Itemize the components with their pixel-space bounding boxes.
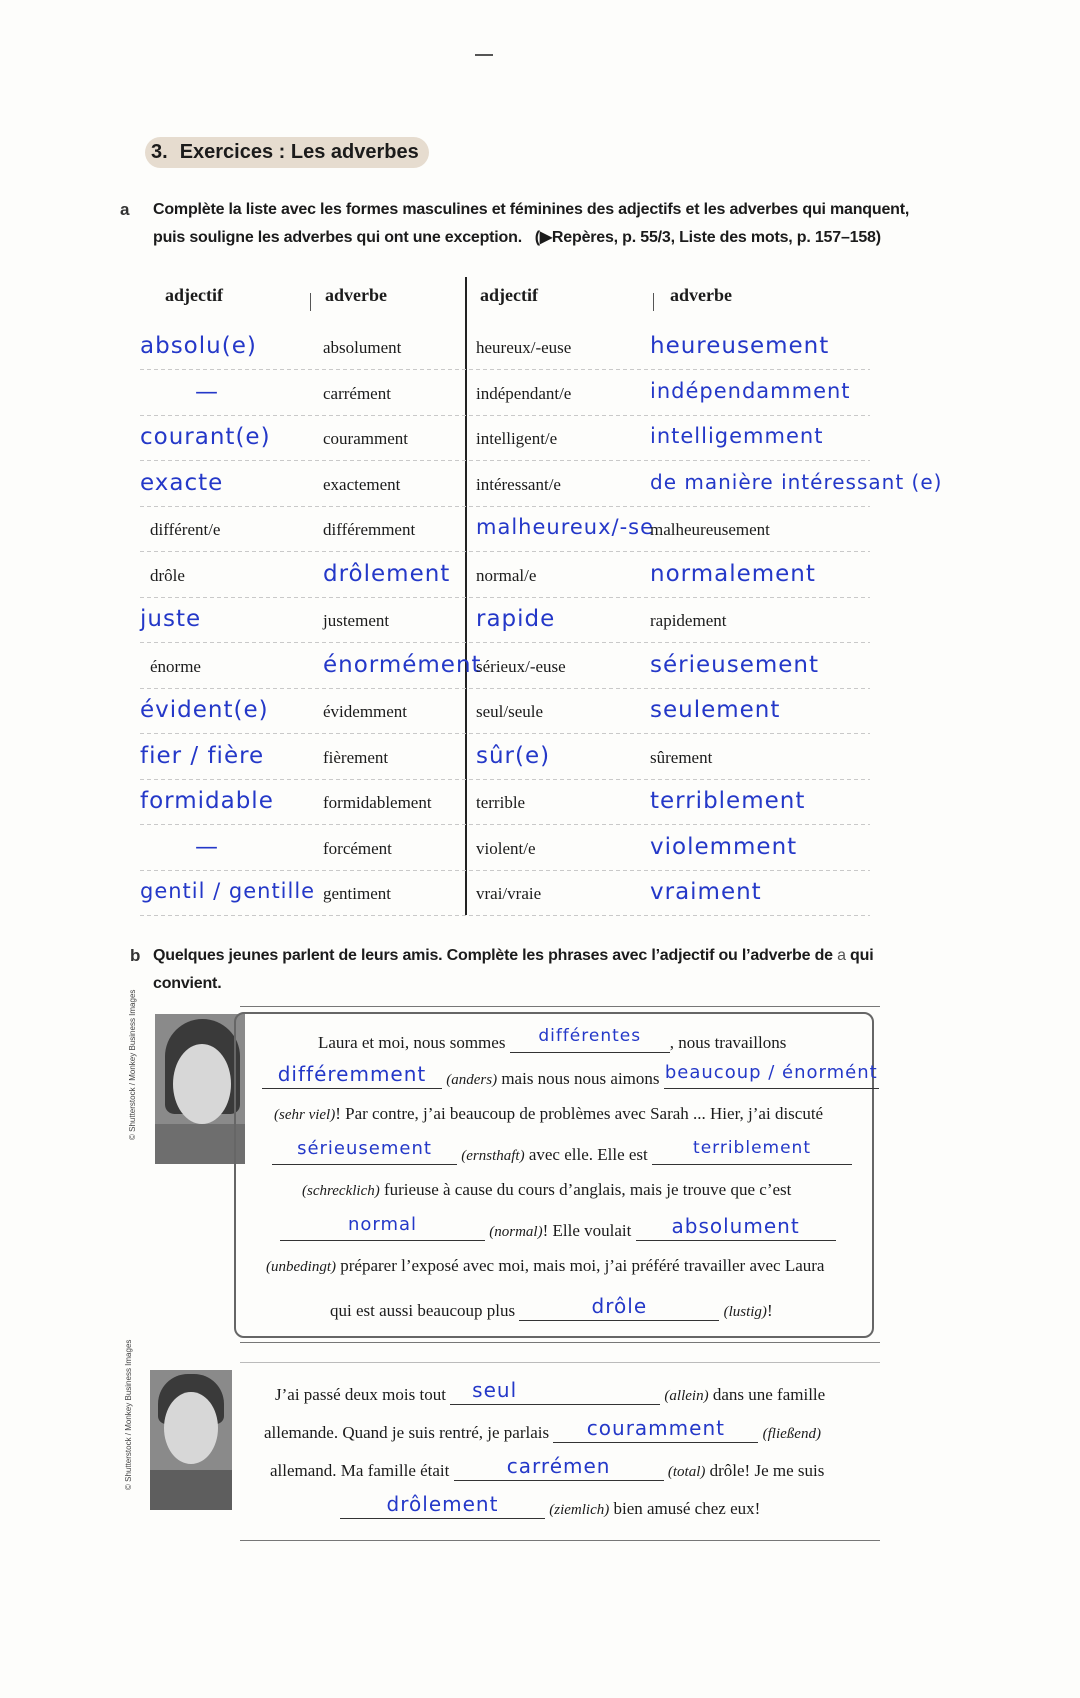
hint-text: (normal) (489, 1224, 543, 1240)
header-adjectif-2: adjectif (480, 285, 538, 305)
row-divider (140, 915, 870, 916)
part-b-letter: b (130, 946, 141, 965)
hint-text: (allein) (664, 1388, 709, 1404)
blank-6[interactable] (280, 1214, 485, 1241)
row-divider (140, 506, 870, 507)
answer-text: carrémen (506, 1454, 611, 1478)
answer-text: drôle (591, 1294, 648, 1318)
hint-text: (fließend) (762, 1426, 821, 1442)
page-mark (475, 54, 493, 56)
row-divider (140, 733, 870, 734)
girl-photo (155, 1014, 245, 1164)
boy-photo (150, 1370, 232, 1510)
cell-adv2-handwritten[interactable]: seulement (650, 697, 781, 723)
cell-adj2: violent/e (476, 838, 536, 858)
answer-text: sérieusement (297, 1138, 432, 1159)
photo-credit-2: © Shutterstock / Monkey Business Images (124, 1339, 133, 1490)
answer-text: différemment (277, 1062, 427, 1086)
blank-4[interactable] (272, 1138, 457, 1165)
p1-text: ! Par contre, j’ai beaucoup de problèmes avec Sarah ... Hier, j’ai discuté (335, 1104, 824, 1123)
cell-adj1-handwritten[interactable]: — (195, 833, 219, 860)
part-a-reference: (▶Repères, p. 55/3, Liste des mots, p. 157–158) (534, 229, 881, 246)
p1-line2 (262, 1062, 879, 1089)
part-b-instruction-text: Quelques jeunes parlent de leurs amis. Complète les phrases avec l’adjectif ou l’adverbe de (153, 947, 833, 964)
separator-bottom (240, 1540, 880, 1541)
p1-line3 (274, 1104, 823, 1124)
cell-adv1: évidemment (323, 702, 408, 721)
row-divider (140, 824, 870, 825)
p2-text: J’ai passé deux mois tout (275, 1385, 446, 1404)
answer-text: absolument (671, 1214, 800, 1238)
p1-text: avec elle. Elle est (528, 1145, 648, 1164)
cell-adj1-handwritten[interactable]: absolu(e) (140, 333, 257, 359)
cell-adv1: absolument (323, 338, 402, 357)
cell-adv2-handwritten[interactable]: terriblement (650, 788, 806, 814)
answer-text: drôlement (386, 1492, 499, 1516)
p1-text: ! (766, 1301, 773, 1320)
p1-text: furieuse à cause du cours d’anglais, mais je trouve que c’est (383, 1180, 792, 1199)
cell-adv2: rapidement (650, 611, 727, 630)
p1-text: , nous travaillons (669, 1033, 787, 1052)
cell-adj1: différent/e (150, 520, 221, 539)
hint-text: (schrecklich) (302, 1183, 380, 1199)
row-divider (140, 551, 870, 552)
part-b-instruction-line2: convient. (153, 975, 222, 992)
answer-text: seul (472, 1378, 518, 1402)
answer-text: couramment (586, 1416, 725, 1440)
cell-adj1-handwritten[interactable]: fier / fière (140, 742, 265, 769)
cell-adv1: formidablement (323, 793, 432, 812)
speech-bubble-1 (234, 1012, 874, 1338)
p1-line5 (302, 1180, 791, 1200)
blank-8[interactable] (519, 1294, 719, 1321)
cell-adv1: gentiment (323, 884, 391, 903)
cell-adv2-handwritten[interactable]: violemment (650, 833, 798, 860)
answer-text: différentes (538, 1026, 642, 1046)
part-a-instruction-line2 (153, 224, 1053, 252)
cell-adj1: drôle (150, 565, 185, 585)
blank-1[interactable] (510, 1026, 670, 1053)
header-tick (310, 293, 311, 311)
cell-adv2: sûrement (650, 747, 713, 767)
p2-line3 (270, 1454, 825, 1481)
section-title (145, 137, 429, 168)
row-divider (140, 415, 870, 416)
separator-middle-2 (240, 1362, 880, 1363)
header-adverbe-2: adverbe (670, 285, 732, 305)
cell-adv1: carrément (323, 383, 391, 403)
p1-line4 (272, 1138, 852, 1165)
part-b-instruction-ref: a (837, 947, 846, 964)
answer-text: beaucoup / énormént (664, 1062, 878, 1083)
photo-credit-1: © Shutterstock / Monkey Business Images (128, 989, 137, 1140)
answer-text: normal (347, 1214, 418, 1235)
cell-adj2: indépendant/e (476, 383, 572, 403)
cell-adv1: différemment (323, 520, 416, 539)
p1-line7 (266, 1256, 824, 1276)
cell-adv1: fièrement (323, 747, 389, 767)
cell-adv1: couramment (323, 429, 408, 448)
p2-line2 (264, 1416, 821, 1443)
cell-adj2-handwritten[interactable]: malheureux/-se (476, 515, 655, 539)
hint-text: (total) (667, 1464, 706, 1480)
adverb-table (140, 255, 943, 915)
blank-7[interactable] (636, 1214, 836, 1241)
blank-9[interactable] (450, 1378, 660, 1405)
hint-text: (ernsthaft) (461, 1148, 525, 1164)
hint-text: (sehr viel) (274, 1107, 336, 1123)
header-adjectif-1: adjectif (165, 285, 223, 305)
row-divider (140, 597, 870, 598)
part-b-instruction-line1 (153, 942, 1053, 970)
p1-text: mais nous nous aimons (501, 1069, 660, 1088)
header-adverbe-1: adverbe (325, 285, 387, 305)
answer-text: terriblement (693, 1138, 811, 1158)
cell-adj2: intéressant/e (476, 474, 561, 494)
part-a-instruction-text: puis souligne les adverbes qui ont une exception. (153, 229, 522, 246)
row-divider (140, 688, 870, 689)
cell-adv1: forcément (323, 838, 392, 858)
cell-adj2: seul/seule (476, 702, 544, 721)
separator-top (240, 1006, 880, 1007)
row-divider (140, 870, 870, 871)
cell-adj2: intelligent/e (476, 429, 558, 448)
cell-adj1-handwritten[interactable]: formidable (140, 788, 274, 814)
cell-adv2-handwritten[interactable]: vraiment (650, 879, 762, 905)
row-divider (140, 642, 870, 643)
part-a-instruction (153, 196, 1053, 252)
blank-12[interactable] (340, 1492, 545, 1519)
cell-adv1-handwritten[interactable]: drôlement (323, 560, 451, 587)
p1-text: qui est aussi beaucoup plus (330, 1301, 516, 1320)
blank-10[interactable] (553, 1416, 758, 1443)
separator-middle (240, 1342, 880, 1343)
part-a-instruction-line1: Complète la liste avec les formes masculines et féminines des adjectifs et les adverbes qui manquent, (153, 201, 910, 218)
cell-adj2: normal/e (476, 565, 537, 585)
cell-adj1: énorme (150, 656, 201, 676)
cell-adj1-handwritten[interactable]: — (195, 378, 219, 405)
cell-adj2: vrai/vraie (476, 884, 542, 903)
p2-line4 (340, 1492, 761, 1519)
hint-text: (anders) (446, 1072, 498, 1088)
cell-adv2-handwritten[interactable]: intelligemment (650, 424, 824, 448)
part-b-instruction (153, 942, 1053, 998)
p1-text: Laura et moi, nous sommes (318, 1033, 506, 1052)
cell-adj1-handwritten[interactable]: juste (140, 606, 202, 632)
cell-adj2: heureux/-euse (476, 338, 572, 357)
cell-adj2: terrible (476, 793, 526, 812)
section-number: 3. (151, 141, 168, 163)
cell-adj2: sérieux/-euse (476, 656, 566, 676)
cell-adv2-handwritten[interactable]: de manière intéressant (e) (650, 469, 943, 494)
row-divider (140, 369, 870, 370)
cell-adv2-handwritten[interactable]: sérieusement (650, 651, 819, 678)
p1-line8 (330, 1294, 773, 1321)
blank-2[interactable] (262, 1062, 442, 1089)
p2-text: allemande. Quand je suis rentré, je parlais (264, 1423, 550, 1442)
p2-text: bien amusé chez eux! (613, 1499, 761, 1518)
hint-text: (ziemlich) (549, 1502, 610, 1518)
part-a-letter: a (120, 200, 130, 219)
cell-adv2-handwritten[interactable]: heureusement (650, 333, 830, 359)
row-divider (140, 460, 870, 461)
blank-3[interactable] (664, 1062, 879, 1089)
section-title-text: Exercices : Les adverbes (179, 141, 419, 163)
cell-adj2-handwritten[interactable]: sûr(e) (476, 742, 551, 769)
cell-adv1: exactement (323, 474, 401, 494)
cell-adv2: malheureusement (650, 520, 770, 539)
hint-text: (lustig) (723, 1304, 767, 1320)
p2-text: allemand. Ma famille était (270, 1461, 450, 1480)
cell-adj1-handwritten[interactable]: gentil / gentille (140, 879, 316, 903)
cell-adj1-handwritten[interactable]: exacte (140, 469, 224, 496)
header-tick-2 (653, 293, 654, 311)
cell-adv2-handwritten[interactable]: indépendamment (650, 378, 851, 403)
cell-adj2-handwritten[interactable]: rapide (476, 606, 556, 632)
cell-adv1-handwritten[interactable]: énormément (323, 651, 482, 678)
cell-adj1-handwritten[interactable]: courant(e) (140, 424, 271, 450)
p2-text: drôle! Je me suis (709, 1461, 825, 1480)
p2-line1 (275, 1378, 826, 1405)
p1-line1 (318, 1026, 787, 1053)
hint-text: (unbedingt) (266, 1259, 336, 1275)
cell-adj1-handwritten[interactable]: évident(e) (140, 697, 269, 723)
blank-11[interactable] (454, 1454, 664, 1481)
p1-text: ! Elle voulait (542, 1221, 632, 1240)
p2-text: dans une famille (712, 1385, 826, 1404)
p1-text: préparer l’exposé avec moi, mais moi, j’ai préféré travailler avec Laura (340, 1256, 825, 1275)
cell-adv1: justement (323, 611, 390, 630)
p1-line6 (280, 1214, 836, 1241)
cell-adv2-handwritten[interactable]: normalement (650, 560, 816, 587)
blank-5[interactable] (652, 1138, 852, 1165)
part-b-instruction-tail: qui (850, 947, 874, 964)
row-divider (140, 779, 870, 780)
